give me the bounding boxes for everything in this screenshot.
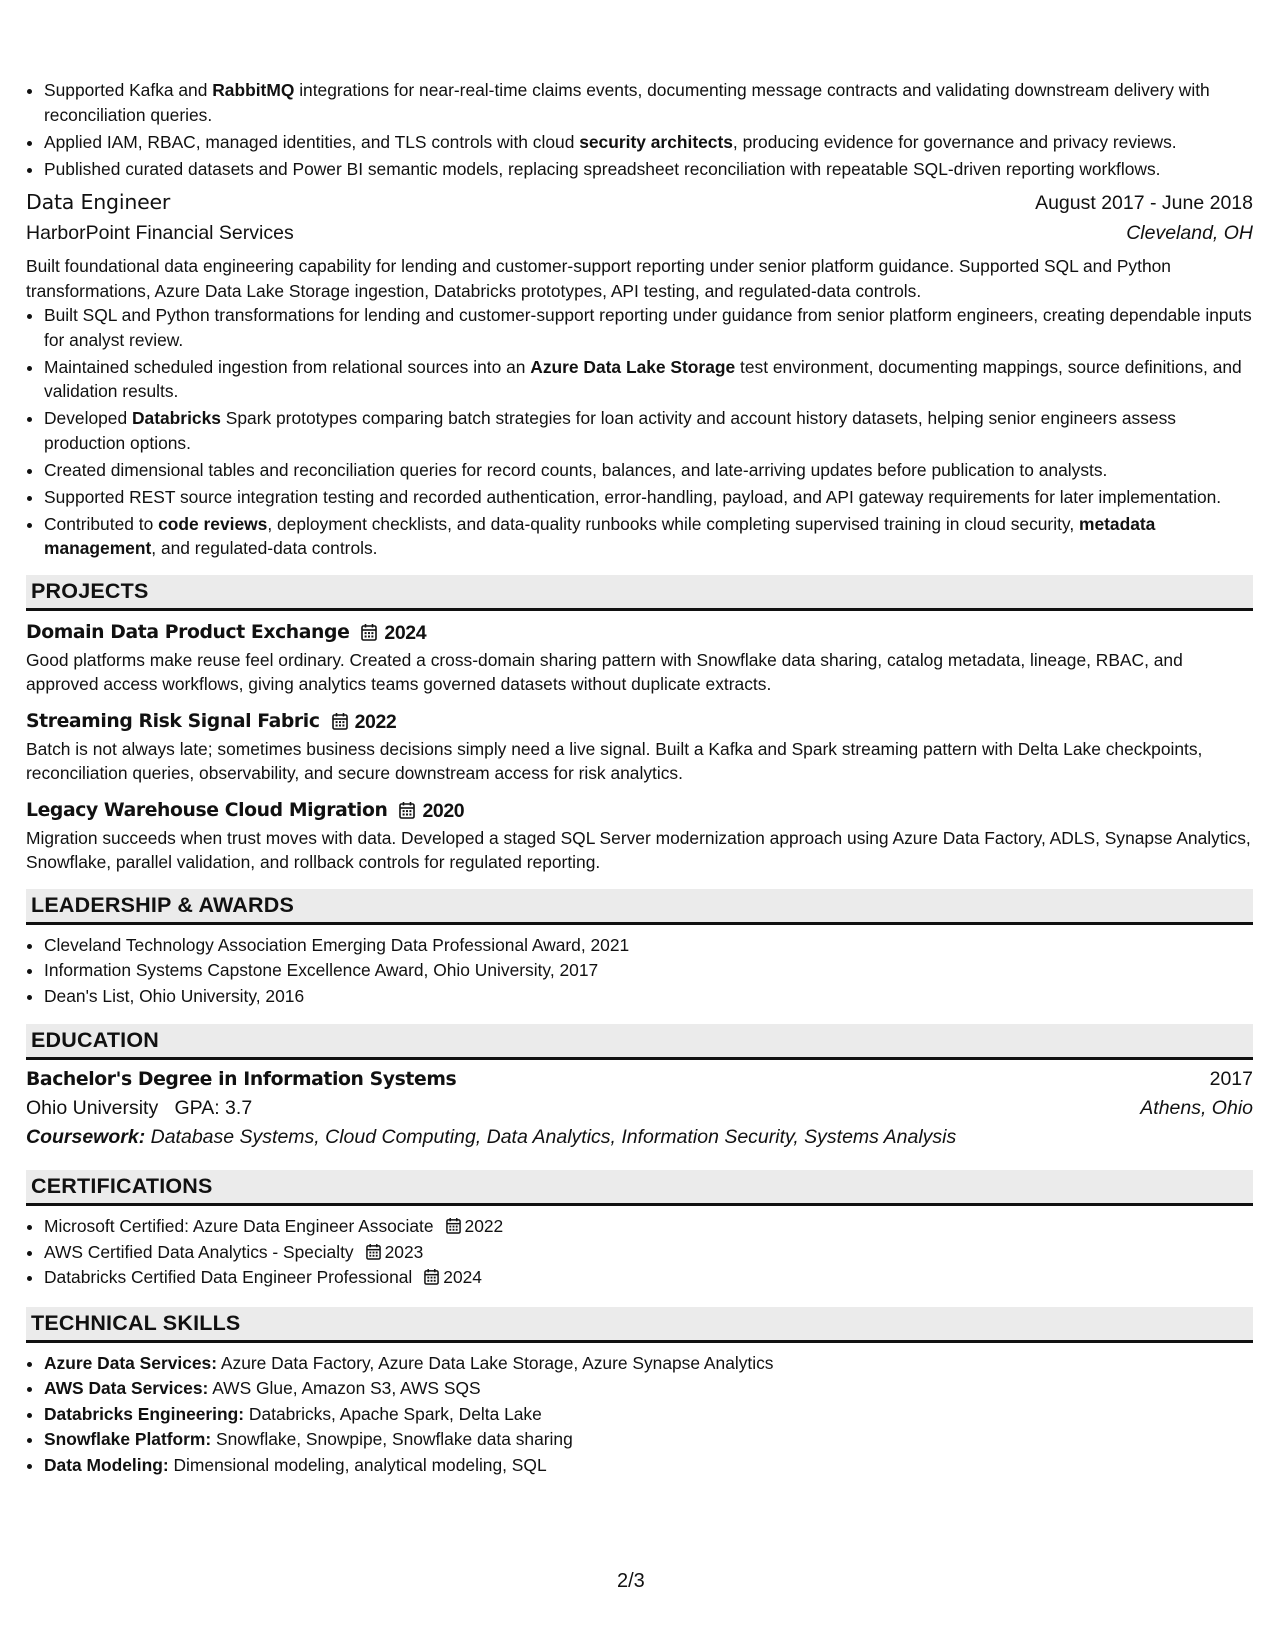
bullet-text: Developed xyxy=(44,408,132,428)
calendar-icon xyxy=(332,712,348,731)
certification-line xyxy=(44,1240,1253,1265)
project-description: Migration succeeds when trust moves with data. Developed a staged SQL Server modernization approach using Azure Data Factory, ADLS, Synapse Analytics, Snowflake, parallel validation, and rollback controls for regulated reporting. xyxy=(26,827,1251,872)
list-item: • Dean's List, Ohio University, 2016 xyxy=(44,984,1253,1009)
bullet-text: Created dimensional tables and reconciliation queries for record counts, balances, and late-arriving updates before publication to analysts. xyxy=(44,459,1108,480)
bullet-text: , deployment checklists, and data-quality runbooks while completing supervised training in cloud security, xyxy=(267,513,1079,534)
bullet-item xyxy=(44,78,1253,127)
calendar-icon xyxy=(424,1268,439,1286)
bullet-item xyxy=(44,303,1253,352)
skill-label: Azure Data Services: xyxy=(44,1352,218,1373)
skill-label: Data Modeling: xyxy=(44,1454,169,1475)
education-entry xyxy=(26,1065,1253,1152)
calendar-icon xyxy=(446,1217,461,1235)
coursework-value: Database Systems, Cloud Computing, Data Analytics, Information Security, Systems Analysis xyxy=(150,1126,957,1148)
bullet-bold: metadata management xyxy=(44,513,1156,558)
list-item xyxy=(44,1402,1253,1427)
job-header xyxy=(26,187,1253,218)
calendar-icon xyxy=(366,1243,381,1261)
section-heading-certifications: CERTIFICATIONS xyxy=(26,1170,1253,1206)
list-item: • Information Systems Capstone Excellence Award, Ohio University, 2017 xyxy=(44,958,1253,983)
bullet-item xyxy=(44,157,1253,182)
bullet-text: Spark prototypes comparing batch strategies for loan activity and account history datasets, helping senior engineers assess production options. xyxy=(44,408,1176,453)
bullet-item xyxy=(44,130,1253,155)
certifications-list xyxy=(26,1214,1253,1290)
bullet-item xyxy=(44,458,1253,483)
bullet-bold: Azure Data Lake Storage xyxy=(530,356,736,377)
bullet-text: Supported Kafka and xyxy=(44,80,213,100)
bullet-text: Built SQL and Python transformations for lending and customer-support reporting under guidance from senior platform engineers, creating dependable inputs for analyst review. xyxy=(44,305,1252,350)
projects-list xyxy=(26,619,1253,874)
certification-year: 2023 xyxy=(384,1241,424,1262)
calendar-icon xyxy=(361,623,377,642)
certification-name: • Microsoft Certified: Azure Data Engineer Associate xyxy=(44,1216,434,1236)
project-title: Streaming Risk Signal Fabric xyxy=(26,710,320,732)
bullet-text: Contributed to xyxy=(44,513,159,534)
project-title-row xyxy=(26,619,1253,647)
job-bullets xyxy=(26,303,1253,561)
education-school: Ohio University xyxy=(26,1097,159,1119)
coursework-label: Coursework: xyxy=(26,1126,146,1148)
certification-name: • Databricks Certified Data Engineer Professional xyxy=(44,1267,413,1287)
job-summary: Built foundational data engineering capability for lending and customer-support reporting under senior platform guidance. Supported SQL and Python transformations, Azure Data Lake Storage ingestion, Databricks prototypes, API testing, and regulated-data controls. xyxy=(26,256,1171,301)
education-header xyxy=(26,1065,1253,1094)
bullet-bold: security architects xyxy=(579,131,733,152)
job-location: Cleveland, OH xyxy=(1126,222,1253,244)
bullet-bold: Databricks xyxy=(131,408,221,428)
skill-value: Databricks, Apache Spark, Delta Lake xyxy=(248,1403,542,1424)
section-heading-education: EDUCATION xyxy=(26,1024,1253,1060)
project-description: Good platforms make reuse feel ordinary. Created a cross-domain sharing pattern with Snowflake data sharing, catalog metadata, lineage, RBAC, and approved access workflows, giving analytics teams governed datasets without duplicate extracts. xyxy=(26,649,1183,694)
education-location: Athens, Ohio xyxy=(1140,1097,1253,1119)
bullet-item xyxy=(44,485,1253,510)
education-coursework xyxy=(26,1123,1253,1152)
bullet-text: Published curated datasets and Power BI semantic models, replacing spreadsheet reconciliation with repeatable SQL-driven reporting workflows. xyxy=(44,158,1161,179)
project-title-row xyxy=(26,708,1253,736)
bullet-item xyxy=(44,406,1253,455)
skills-list xyxy=(26,1351,1253,1478)
bullet-bold: code reviews xyxy=(158,513,268,534)
job-entry xyxy=(26,187,1253,561)
list-item xyxy=(44,1427,1253,1452)
bullet-text: , and regulated-data controls. xyxy=(151,538,378,558)
bullet-text: Maintained scheduled ingestion from relational sources into an xyxy=(44,356,531,377)
bullet-item xyxy=(44,355,1253,404)
section-heading-leadership: LEADERSHIP & AWARDS xyxy=(26,889,1253,925)
list-item xyxy=(44,1453,1253,1478)
job-company: HarborPoint Financial Services xyxy=(26,222,294,244)
project-year: 2024 xyxy=(384,621,427,644)
project-year: 2022 xyxy=(354,710,397,733)
certification-name: • AWS Certified Data Analytics - Specialty xyxy=(44,1241,354,1262)
job-dates: August 2017 - June 2018 xyxy=(1035,192,1253,214)
list-item xyxy=(44,1240,1253,1265)
resume-page xyxy=(26,78,1253,1478)
project-title: Legacy Warehouse Cloud Migration xyxy=(26,799,388,821)
previous-role-bullets xyxy=(26,78,1253,181)
project-item xyxy=(26,797,1253,874)
skill-label: Databricks Engineering: xyxy=(44,1403,245,1424)
skill-value: AWS Glue, Amazon S3, AWS SQS xyxy=(212,1378,481,1398)
list-item xyxy=(44,1214,1253,1239)
project-title: Domain Data Product Exchange xyxy=(26,621,350,643)
certification-year: 2022 xyxy=(464,1216,504,1236)
project-description: Batch is not always late; sometimes business decisions simply need a live signal. Built a Kafka and Spark streaming pattern with Delta Lake checkpoints, reconciliation queries, observability, and secure downstream access for risk analytics. xyxy=(26,738,1203,783)
skill-value: Dimensional modeling, analytical modeling, SQL xyxy=(173,1454,547,1475)
project-year: 2020 xyxy=(422,799,465,822)
page-number: 2/3 xyxy=(617,1570,645,1592)
list-item xyxy=(44,1376,1253,1401)
bullet-item xyxy=(44,512,1253,561)
list-item: • Cleveland Technology Association Emerging Data Professional Award, 2021 xyxy=(44,933,1253,958)
project-item xyxy=(26,619,1253,696)
education-school-line xyxy=(26,1094,252,1123)
certification-year: 2024 xyxy=(443,1267,482,1287)
list-item xyxy=(44,1265,1253,1290)
bullet-text: , producing evidence for governance and privacy reviews. xyxy=(732,131,1177,152)
job-title: Data Engineer xyxy=(26,190,171,214)
bullet-text: test environment, documenting mappings, source definitions, and validation results. xyxy=(44,356,1242,401)
bullet-text: integrations for near-real-time claims events, documenting message contracts and validating downstream delivery with reconciliation queries. xyxy=(44,80,1210,125)
education-year: 2017 xyxy=(1209,1068,1253,1090)
job-subheader xyxy=(26,218,1253,248)
bullet-text: Applied IAM, RBAC, managed identities, and TLS controls with cloud xyxy=(44,131,580,152)
bullet-bold: RabbitMQ xyxy=(212,80,295,100)
section-heading-skills: TECHNICAL SKILLS xyxy=(26,1307,1253,1343)
certification-line xyxy=(44,1214,1253,1239)
leadership-list xyxy=(26,933,1253,1009)
skill-label: Snowflake Platform: xyxy=(44,1429,212,1449)
calendar-icon xyxy=(399,801,415,820)
certification-line xyxy=(44,1265,1253,1290)
list-item xyxy=(44,1351,1253,1376)
skill-value: Snowflake, Snowpipe, Snowflake data sharing xyxy=(216,1429,573,1449)
education-subheader xyxy=(26,1094,1253,1123)
bullet-text: Supported REST source integration testing and recorded authentication, error-handling, payload, and API gateway requirements for later implementation. xyxy=(44,486,1222,507)
skill-value: Azure Data Factory, Azure Data Lake Storage, Azure Synapse Analytics xyxy=(220,1352,774,1373)
skill-label: AWS Data Services: xyxy=(44,1378,209,1398)
education-gpa: GPA: 3.7 xyxy=(174,1097,253,1119)
section-heading-projects: PROJECTS xyxy=(26,575,1253,611)
project-item xyxy=(26,708,1253,785)
education-degree: Bachelor's Degree in Information Systems xyxy=(26,1069,457,1090)
project-title-row xyxy=(26,797,1253,825)
